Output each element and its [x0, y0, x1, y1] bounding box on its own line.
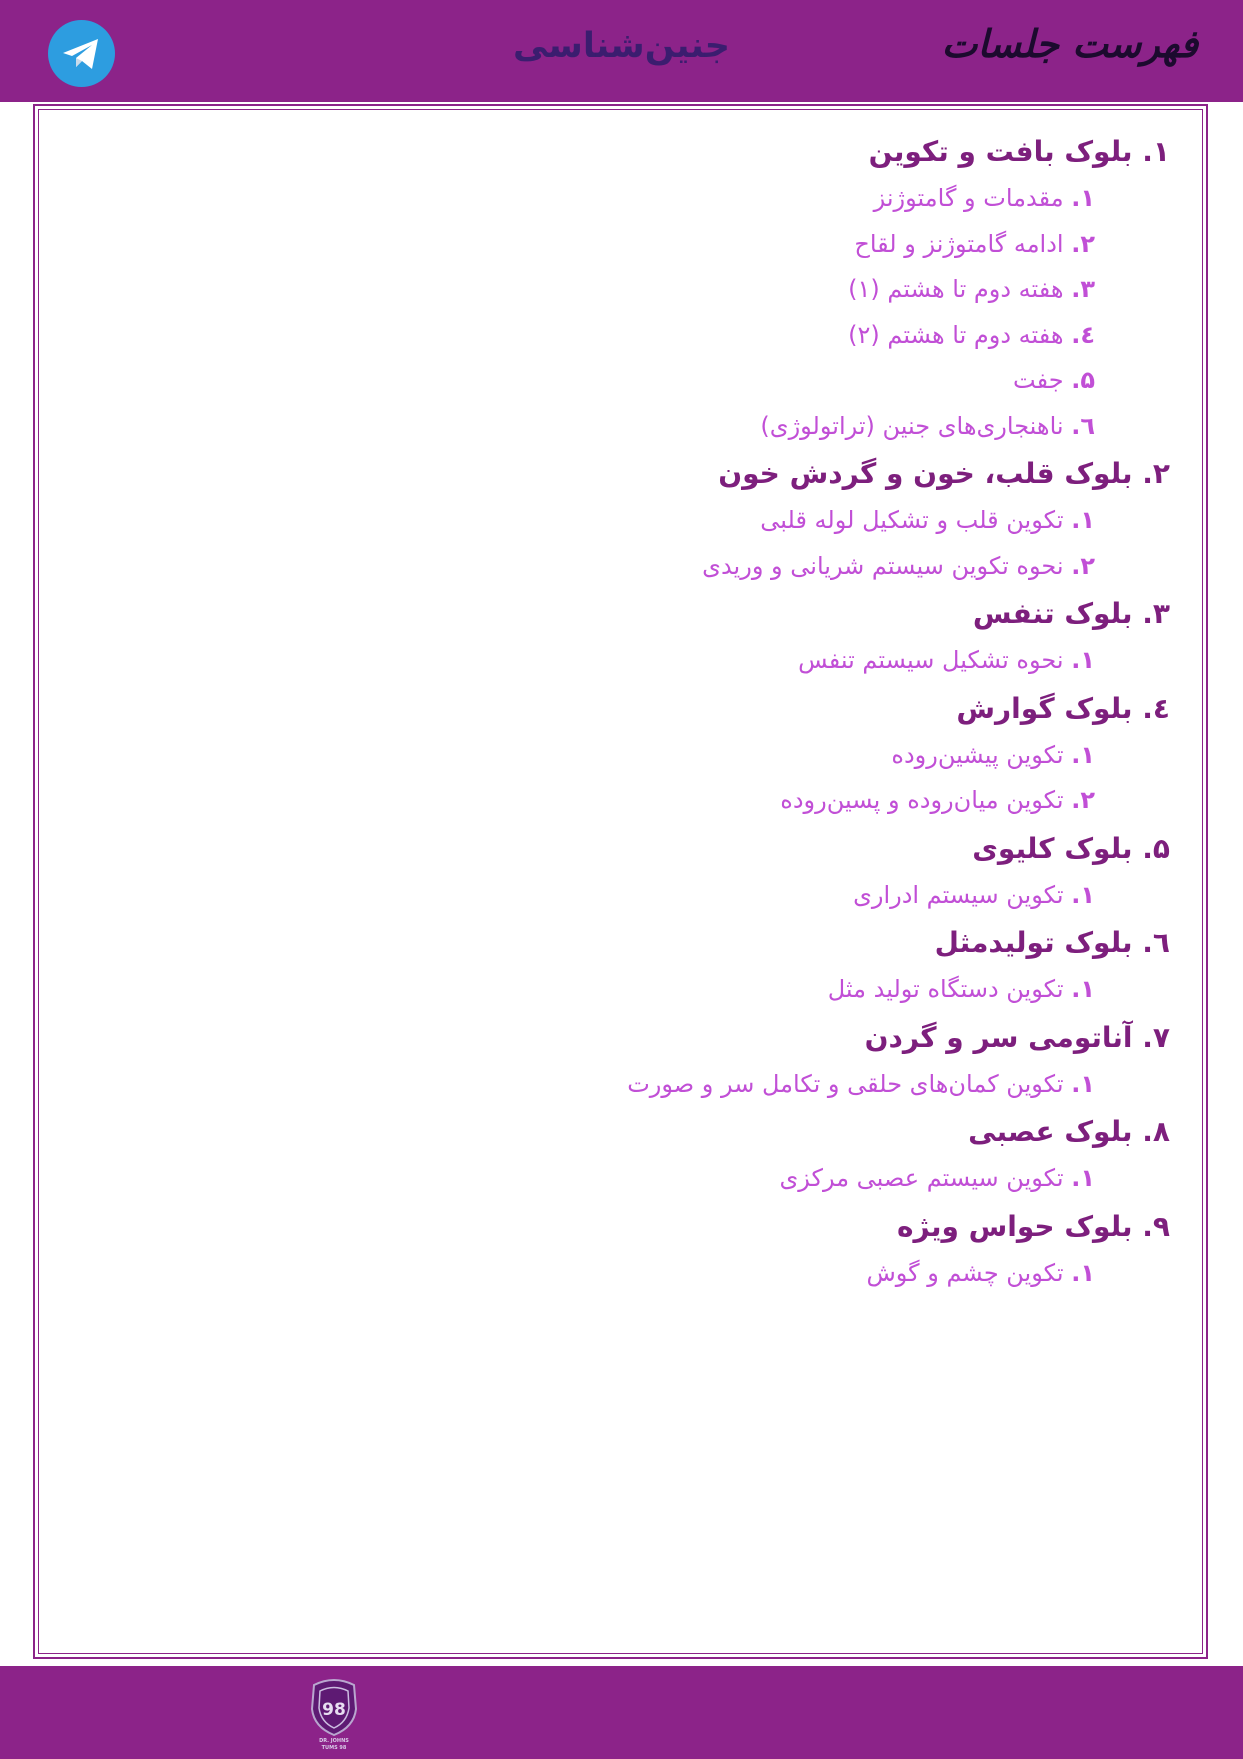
- session-title: تکوین دستگاه تولید مثل: [827, 975, 1064, 1003]
- toc-session-link[interactable]: [130, 1156, 1170, 1202]
- session-number: ۱.: [1071, 506, 1095, 534]
- header-bar: [0, 0, 1243, 102]
- telegram-icon[interactable]: [48, 20, 115, 87]
- session-title: تکوین پیشین‌روده: [891, 740, 1064, 769]
- session-number: ۱.: [1071, 646, 1095, 674]
- toc-session-link[interactable]: [130, 1062, 1170, 1108]
- toc-session-link[interactable]: [130, 733, 1170, 779]
- toc-session-link[interactable]: [130, 313, 1170, 359]
- session-number: ۱.: [1071, 880, 1095, 909]
- session-title: ناهنجاری‌های جنین (تراتولوژی): [760, 411, 1064, 440]
- logo-subcaption: TUMS 98: [321, 1745, 347, 1751]
- toc-session-link[interactable]: [130, 176, 1170, 222]
- toc-block-heading[interactable]: ۱. بلوک بافت و تکوین: [868, 135, 1170, 168]
- toc-block-heading[interactable]: ۷. آناتومی سر و گردن: [864, 1020, 1170, 1054]
- session-title: جفت: [1013, 366, 1064, 394]
- session-title: تکوین قلب و تشکیل لوله قلبی: [760, 506, 1064, 534]
- session-number: ۲.: [1071, 786, 1095, 814]
- session-number: ۱.: [1071, 975, 1095, 1003]
- session-number: ٦.: [1071, 411, 1095, 440]
- session-title: تکوین میان‌روده و پسین‌روده: [780, 786, 1064, 814]
- session-number: ۵.: [1071, 366, 1095, 394]
- toc-block-heading[interactable]: ۲. بلوک قلب، خون و گردش خون: [718, 457, 1170, 490]
- table-of-contents: [130, 127, 1170, 1296]
- session-number: ۱.: [1071, 184, 1095, 212]
- session-title: مقدمات و گامتوژنز: [873, 184, 1064, 212]
- logo-caption: DR. JOHNS: [319, 1738, 349, 1744]
- page-title: فهرست جلسات: [941, 22, 1198, 66]
- toc-session-link[interactable]: [130, 358, 1170, 404]
- toc-session-link[interactable]: [130, 1251, 1170, 1297]
- session-title: تکوین سیستم عصبی مرکزی: [779, 1164, 1064, 1192]
- session-title: نحوه تشکیل سیستم تنفس: [798, 646, 1064, 674]
- subject-title: جنین‌شناسی: [513, 26, 730, 66]
- toc-session-link[interactable]: [130, 267, 1170, 313]
- toc-session-link[interactable]: [130, 967, 1170, 1013]
- session-title: تکوین سیستم ادراری: [853, 880, 1064, 909]
- footer-logo: [304, 1675, 364, 1755]
- toc-block-heading[interactable]: ۵. بلوک کلیوی: [972, 831, 1170, 865]
- session-number: ۱.: [1071, 1164, 1095, 1192]
- toc-session-link[interactable]: [130, 222, 1170, 268]
- toc-block-heading[interactable]: ۹. بلوک حواس ویژه: [897, 1209, 1170, 1243]
- toc-session-link[interactable]: [130, 778, 1170, 824]
- toc-block-heading[interactable]: ٦. بلوک تولیدمثل: [934, 926, 1170, 959]
- session-number: ٤.: [1071, 320, 1095, 349]
- toc-block-heading[interactable]: ٤. بلوک گوارش: [956, 691, 1170, 725]
- session-title: هفته دوم تا هشتم (۲): [848, 320, 1064, 349]
- session-title: نحوه تکوین سیستم شریانی و وریدی: [702, 551, 1064, 580]
- toc-session-link[interactable]: [130, 638, 1170, 684]
- toc-session-link[interactable]: [130, 498, 1170, 544]
- session-number: ۲.: [1071, 551, 1095, 580]
- session-title: تکوین چشم و گوش: [866, 1258, 1064, 1287]
- session-title: تکوین کمان‌های حلقی و تکامل سر و صورت: [627, 1069, 1064, 1098]
- session-title: هفته دوم تا هشتم (۱): [848, 275, 1064, 303]
- toc-session-link[interactable]: [130, 404, 1170, 450]
- session-number: ۲.: [1071, 229, 1095, 258]
- session-title: ادامه گامتوژنز و لقاح: [854, 229, 1064, 258]
- toc-block-heading[interactable]: ۸. بلوک عصبی: [968, 1115, 1170, 1148]
- toc-block-heading[interactable]: ۳. بلوک تنفس: [972, 597, 1170, 630]
- toc-session-link[interactable]: [130, 544, 1170, 590]
- session-number: ۱.: [1071, 740, 1095, 769]
- session-number: ۱.: [1071, 1069, 1095, 1098]
- toc-session-link[interactable]: [130, 873, 1170, 919]
- footer-bar: [0, 1666, 1243, 1759]
- logo-number: 98: [322, 1700, 346, 1720]
- session-number: ۱.: [1071, 1258, 1095, 1287]
- session-number: ۳.: [1071, 275, 1095, 303]
